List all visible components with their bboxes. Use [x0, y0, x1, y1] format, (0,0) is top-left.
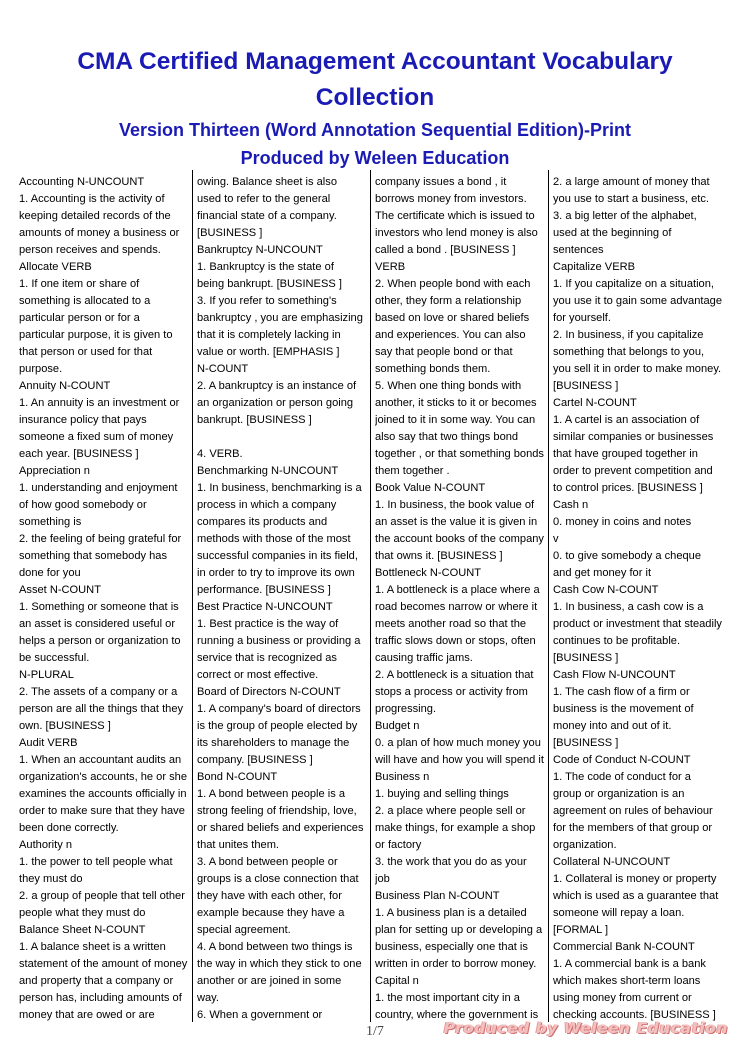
- text-line: you sell it in order to make money.: [553, 363, 722, 375]
- text-line: something bonds them.: [375, 363, 491, 375]
- text-line: they have with each other, for: [197, 890, 342, 902]
- text-line: 1. buying and selling things: [375, 788, 509, 800]
- text-line: an asset is the value it is given in: [375, 516, 538, 528]
- text-line: strong feeling of friendship, love,: [197, 805, 357, 817]
- text-line: examines the accounts officially in: [19, 788, 187, 800]
- text-line: something is allocated to a: [19, 295, 151, 307]
- text-line: 3. the work that you do as your: [375, 856, 527, 868]
- text-line: based on love or shared beliefs: [375, 312, 530, 324]
- text-line: 1. In business, the book value of: [375, 499, 535, 511]
- text-line: [197, 429, 369, 446]
- text-line: [BUSINESS ]: [553, 380, 619, 392]
- text-line: its shareholders to manage the: [197, 737, 350, 749]
- text-line: an asset is considered useful or: [19, 618, 176, 630]
- text-line: country, where the government is: [375, 1009, 539, 1021]
- text-line: plan for setting up or developing a: [375, 924, 543, 936]
- text-line: 3. If you refer to something's: [197, 295, 337, 307]
- text-line: 2. The assets of a company or a: [19, 686, 178, 698]
- text-line: written in order to borrow money.: [375, 958, 537, 970]
- text-line: particular person or for a: [19, 312, 140, 324]
- text-line: correct or most effective.: [197, 669, 319, 681]
- text-line: 2. a group of people that tell other: [19, 890, 185, 902]
- text-line: Business n: [375, 771, 430, 783]
- text-line: Board of Directors N-COUNT: [197, 686, 341, 698]
- text-line: 5. When one thing bonds with: [375, 380, 522, 392]
- text-line: amounts of money a business or: [19, 227, 180, 239]
- text-line: business is the movement of: [553, 703, 694, 715]
- text-line: 1. A cartel is an association of: [553, 414, 700, 426]
- text-line: or shared beliefs and experiences: [197, 822, 364, 834]
- text-line: [BUSINESS ]: [553, 737, 619, 749]
- text-line: someone will repay a loan.: [553, 907, 685, 919]
- text-line: Appreciation n: [19, 465, 90, 477]
- text-line: someone a fixed sum of money: [19, 431, 174, 443]
- text-line: 1. A balance sheet is a written: [19, 941, 166, 953]
- text-line: organization's accounts, he or she: [19, 771, 188, 783]
- text-line: Audit VERB: [19, 737, 78, 749]
- text-line: 1. understanding and enjoyment: [19, 482, 178, 494]
- text-line: 1. A bond between people is a: [197, 788, 346, 800]
- text-line: company issues a bond , it: [375, 176, 507, 188]
- column-divider: [192, 170, 193, 1022]
- text-line: Cartel N-COUNT: [553, 397, 637, 409]
- text-line: of how good somebody or: [19, 499, 147, 511]
- text-line: order to make sure that they have: [19, 805, 185, 817]
- document-title: [0, 44, 750, 116]
- text-line: helps a person or organization to: [19, 635, 181, 647]
- text-line: Code of Conduct N-COUNT: [553, 754, 691, 766]
- text-line: 4. A bond between two things is: [197, 941, 353, 953]
- text-line: in order to try to improve its own: [197, 567, 355, 579]
- vocabulary-columns: [0, 174, 750, 1026]
- text-line: company. [BUSINESS ]: [197, 754, 313, 766]
- text-line: 1. An annuity is an investment or: [19, 397, 180, 409]
- text-line: owing. Balance sheet is also: [197, 176, 337, 188]
- text-line: progressing.: [375, 703, 437, 715]
- text-line: Capital n: [375, 975, 419, 987]
- vocab-column-1: [19, 174, 191, 1026]
- text-line: done for you: [19, 567, 81, 579]
- text-line: causing traffic jams.: [375, 652, 473, 664]
- text-line: say that people bond or that: [375, 346, 513, 358]
- page-number: 1/7: [366, 1024, 384, 1039]
- watermark-logo: Produced by Weleen Education: [443, 1019, 728, 1037]
- text-line: and experiences. You can also: [375, 329, 526, 341]
- subtitle-line-2: Produced by Weleen Education: [240, 148, 510, 168]
- text-line: 1. If you capitalize on a situation,: [553, 278, 714, 290]
- text-line: or factory: [375, 839, 422, 851]
- text-line: 1. Accounting is the activity of: [19, 193, 165, 205]
- text-line: bankrupt. [BUSINESS ]: [197, 414, 312, 426]
- text-line: Allocate VERB: [19, 261, 92, 273]
- text-line: something is: [19, 516, 82, 528]
- text-line: used to refer to the general: [197, 193, 331, 205]
- text-line: Business Plan N-COUNT: [375, 890, 500, 902]
- text-line: product or investment that steadily: [553, 618, 722, 630]
- text-line: 1. the most important city in a: [375, 992, 520, 1004]
- text-line: people what they must do: [19, 907, 146, 919]
- text-line: they must do: [19, 873, 83, 885]
- text-line: another or are joined in some: [197, 975, 342, 987]
- text-line: groups is a close connection that: [197, 873, 359, 885]
- text-line: business, especially one that is: [375, 941, 528, 953]
- text-line: purpose.: [19, 363, 63, 375]
- text-line: Asset N-COUNT: [19, 584, 101, 596]
- text-line: N-PLURAL: [19, 669, 74, 681]
- text-line: which makes short-term loans: [553, 975, 701, 987]
- text-line: and property that a company or: [19, 975, 174, 987]
- text-line: and get money for it: [553, 567, 652, 579]
- text-line: 3. A bond between people or: [197, 856, 338, 868]
- text-line: 0. money in coins and notes: [553, 516, 692, 528]
- text-line: traffic slows down or stops, often: [375, 635, 536, 647]
- text-line: compares its products and: [197, 516, 328, 528]
- text-line: 1. A bottleneck is a place where a: [375, 584, 540, 596]
- text-line: an organization or person going: [197, 397, 354, 409]
- text-line: used at the beginning of: [553, 227, 672, 239]
- vocab-column-4: [553, 174, 733, 1026]
- text-line: together , or that something bonds: [375, 448, 544, 460]
- text-line: performance. [BUSINESS ]: [197, 584, 331, 596]
- text-line: 2. In business, if you capitalize: [553, 329, 704, 341]
- text-line: road becomes narrow or where it: [375, 601, 538, 613]
- text-line: each year. [BUSINESS ]: [19, 448, 139, 460]
- text-line: Balance Sheet N-COUNT: [19, 924, 146, 936]
- text-line: [FORMAL ]: [553, 924, 609, 936]
- text-line: 4. VERB.: [197, 448, 243, 460]
- text-line: money that are owed or are: [19, 1009, 155, 1021]
- text-line: v: [553, 533, 559, 545]
- text-line: Book Value N-COUNT: [375, 482, 486, 494]
- text-line: called a bond . [BUSINESS ]: [375, 244, 516, 256]
- text-line: Cash n: [553, 499, 589, 511]
- text-line: that unites them.: [197, 839, 280, 851]
- text-line: other, they form a relationship: [375, 295, 522, 307]
- text-line: agreement on rules of behaviour: [553, 805, 713, 817]
- text-line: way.: [197, 992, 219, 1004]
- vocab-column-3: [375, 174, 549, 1026]
- text-line: 6. When a government or: [197, 1009, 323, 1021]
- text-line: that owns it. [BUSINESS ]: [375, 550, 503, 562]
- text-line: sentences: [553, 244, 604, 256]
- text-line: VERB: [375, 261, 406, 273]
- text-line: borrows money from investors.: [375, 193, 527, 205]
- text-line: been done correctly.: [19, 822, 119, 834]
- text-line: that person or used for that: [19, 346, 153, 358]
- text-line: 1. The cash flow of a firm or: [553, 686, 690, 698]
- text-line: is the group of people elected by: [197, 720, 358, 732]
- text-line: similar companies or businesses: [553, 431, 714, 443]
- text-line: investors who lend money is also: [375, 227, 538, 239]
- text-line: Annuity N-COUNT: [19, 380, 111, 392]
- document-subtitle: [0, 116, 750, 172]
- text-line: example because they have a: [197, 907, 345, 919]
- text-line: organization.: [553, 839, 617, 851]
- text-line: job: [375, 873, 390, 885]
- text-line: something that belongs to you,: [553, 346, 705, 358]
- text-line: Benchmarking N-UNCOUNT: [197, 465, 339, 477]
- text-line: the account books of the company: [375, 533, 544, 545]
- text-line: methods with those of the most: [197, 533, 351, 545]
- text-line: process in which a company: [197, 499, 337, 511]
- text-line: also say that two things bond: [375, 431, 519, 443]
- text-line: the way in which they stick to one: [197, 958, 362, 970]
- text-line: for the members of that group or: [553, 822, 713, 834]
- vocab-column-2: [197, 174, 369, 1026]
- text-line: for yourself.: [553, 312, 611, 324]
- text-line: bankruptcy , you are emphasizing: [197, 312, 363, 324]
- text-line: which is used as a guarantee that: [553, 890, 719, 902]
- text-line: value or worth. [EMPHASIS ]: [197, 346, 340, 358]
- text-line: 1. In business, a cash cow is a: [553, 601, 704, 613]
- text-line: 2. A bottleneck is a situation that: [375, 669, 534, 681]
- text-line: person receives and spends.: [19, 244, 161, 256]
- text-line: [BUSINESS ]: [553, 652, 619, 664]
- text-line: 1. A commercial bank is a bank: [553, 958, 706, 970]
- column-divider: [548, 170, 549, 1022]
- text-line: order to prevent competition and: [553, 465, 713, 477]
- title-line-2: Collection: [315, 84, 435, 111]
- text-line: 2. When people bond with each: [375, 278, 531, 290]
- text-line: joined to it in some way. You can: [375, 414, 536, 426]
- text-line: Authority n: [19, 839, 73, 851]
- text-line: Commercial Bank N-COUNT: [553, 941, 695, 953]
- text-line: 1. Best practice is the way of: [197, 618, 339, 630]
- text-line: to control prices. [BUSINESS ]: [553, 482, 703, 494]
- text-line: Cash Flow N-UNCOUNT: [553, 669, 676, 681]
- text-line: own. [BUSINESS ]: [19, 720, 111, 732]
- text-line: The certificate which is issued to: [375, 210, 535, 222]
- text-line: 2. the feeling of being grateful for: [19, 533, 182, 545]
- text-line: 2. A bankruptcy is an instance of: [197, 380, 357, 392]
- text-line: 2. a large amount of money that: [553, 176, 710, 188]
- text-line: 1. In business, benchmarking is a: [197, 482, 362, 494]
- text-line: checking accounts. [BUSINESS ]: [553, 1009, 716, 1021]
- text-line: N-COUNT: [197, 363, 249, 375]
- text-line: you use it to gain some advantage: [553, 295, 722, 307]
- text-line: successful companies in its field,: [197, 550, 358, 562]
- text-line: be successful.: [19, 652, 90, 664]
- text-line: make things, for example a shop: [375, 822, 536, 834]
- text-line: particular purpose, it is given to: [19, 329, 173, 341]
- text-line: 1. If one item or share of: [19, 278, 140, 290]
- text-line: 2. a place where people sell or: [375, 805, 526, 817]
- text-line: 0. to give somebody a cheque: [553, 550, 702, 562]
- text-line: special agreement.: [197, 924, 291, 936]
- text-line: you use to start a business, etc.: [553, 193, 710, 205]
- text-line: 1. A business plan is a detailed: [375, 907, 527, 919]
- text-line: will have and how you will spend it: [375, 754, 544, 766]
- text-line: person are all the things that they: [19, 703, 184, 715]
- title-line-1: CMA Certified Management Accountant Vocabulary: [77, 48, 673, 75]
- column-divider: [370, 170, 371, 1022]
- text-line: statement of the amount of money: [19, 958, 188, 970]
- text-line: continues to be profitable.: [553, 635, 681, 647]
- text-line: 1. the power to tell people what: [19, 856, 173, 868]
- text-line: keeping detailed records of the: [19, 210, 171, 222]
- text-line: 1. Something or someone that is: [19, 601, 179, 613]
- text-line: Bankruptcy N-UNCOUNT: [197, 244, 323, 256]
- text-line: Bond N-COUNT: [197, 771, 278, 783]
- text-line: person has, including amounts of: [19, 992, 182, 1004]
- text-line: [BUSINESS ]: [197, 227, 263, 239]
- text-line: using money from current or: [553, 992, 692, 1004]
- text-line: Best Practice N-UNCOUNT: [197, 601, 333, 613]
- subtitle-line-1: Version Thirteen (Word Annotation Sequential Edition)-Print: [119, 120, 631, 140]
- text-line: meets another road so that the: [375, 618, 527, 630]
- text-line: Cash Cow N-COUNT: [553, 584, 659, 596]
- text-line: insurance policy that pays: [19, 414, 147, 426]
- text-line: 1. Collateral is money or property: [553, 873, 717, 885]
- text-line: 1. When an accountant audits an: [19, 754, 182, 766]
- text-line: 3. a big letter of the alphabet,: [553, 210, 697, 222]
- text-line: something that somebody has: [19, 550, 168, 562]
- text-line: that it is completely lacking in: [197, 329, 341, 341]
- text-line: Bottleneck N-COUNT: [375, 567, 482, 579]
- text-line: another, it sticks to it or becomes: [375, 397, 537, 409]
- text-line: group or organization is an: [553, 788, 685, 800]
- text-line: Budget n: [375, 720, 420, 732]
- text-line: Capitalize VERB: [553, 261, 636, 273]
- text-line: being bankrupt. [BUSINESS ]: [197, 278, 342, 290]
- text-line: service that is recognized as: [197, 652, 337, 664]
- text-line: Accounting N-UNCOUNT: [19, 176, 145, 188]
- text-line: 0. a plan of how much money you: [375, 737, 541, 749]
- text-line: them together .: [375, 465, 450, 477]
- text-line: 1. A company's board of directors: [197, 703, 361, 715]
- text-line: stops a process or activity from: [375, 686, 528, 698]
- text-line: 1. The code of conduct for a: [553, 771, 691, 783]
- text-line: running a business or providing a: [197, 635, 361, 647]
- text-line: Collateral N-UNCOUNT: [553, 856, 671, 868]
- text-line: money into and out of it.: [553, 720, 672, 732]
- text-line: 1. Bankruptcy is the state of: [197, 261, 334, 273]
- text-line: that have grouped together in: [553, 448, 698, 460]
- text-line: financial state of a company.: [197, 210, 337, 222]
